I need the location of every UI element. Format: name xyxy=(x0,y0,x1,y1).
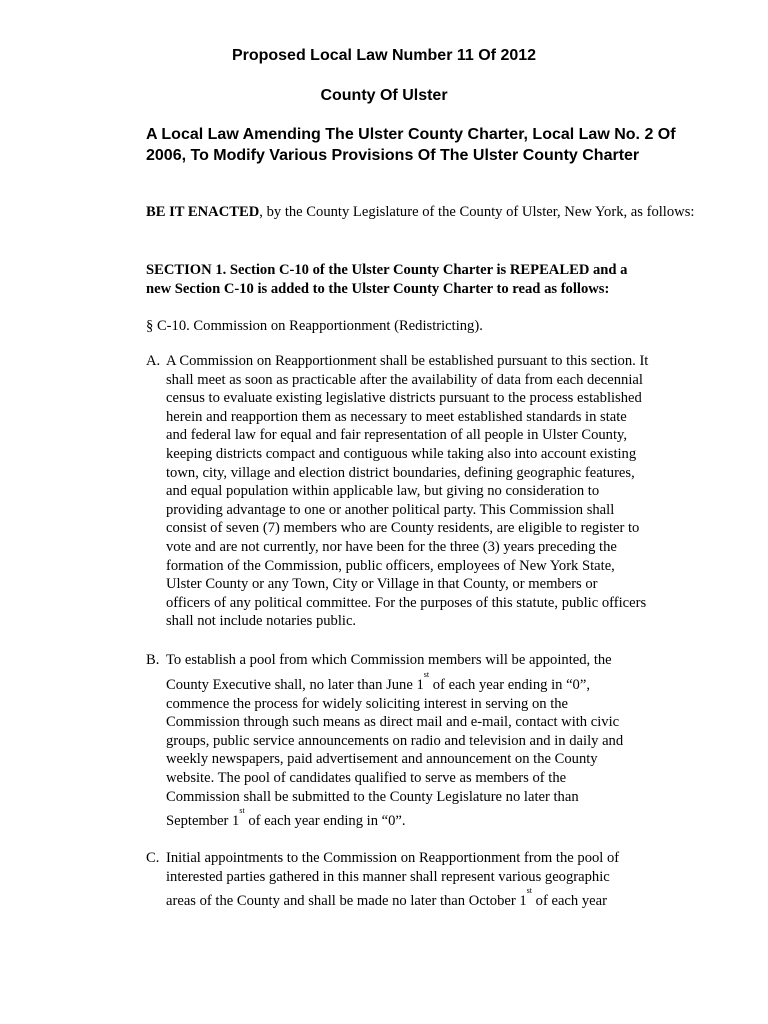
paragraph-a-line: formation of the Commission, public officers, employees of New York State, xyxy=(166,557,615,574)
paragraph-b-line: Commission shall be submitted to the County Legislature no later than xyxy=(166,788,579,805)
enactment-bold: BE IT ENACTED xyxy=(146,204,260,220)
paragraph-c-text: areas of the County and shall be made no later than October 1 xyxy=(166,893,527,910)
charter-section-heading: § C-10. Commission on Reapportionment (Redistricting). xyxy=(146,318,483,334)
paragraph-a-line: census to evaluate existing legislative districts pursuant to the process established xyxy=(166,390,642,407)
paragraph-a-line: herein and reapportion them as necessary to meet established standards in state xyxy=(166,408,627,425)
paragraph-b-line: commence the process for widely soliciting interest in serving on the xyxy=(166,695,569,712)
paragraph-a-line: town, city, village and election district boundaries, defining geographic features, xyxy=(166,464,635,481)
ordinal-superscript: st xyxy=(239,806,245,816)
paragraph-c-letter: C. xyxy=(146,850,160,866)
section-1-line-2: new Section C-10 is added to the Ulster County Charter to read as follows: xyxy=(146,280,610,297)
paragraph-c-line: Initial appointments to the Commission on Reapportionment from the pool of xyxy=(166,850,620,866)
paragraph-b-text: September 1 xyxy=(166,813,240,830)
paragraph-b-line: weekly newspapers, paid advertisement and announcement on the County xyxy=(166,751,598,768)
paragraph-a xyxy=(146,352,716,631)
paragraph-a-line: Ulster County or any Town, City or Village in that County, or members or xyxy=(166,576,598,593)
paragraph-a-line: vote and are not currently, nor have been for the three (3) years preceding the xyxy=(166,538,617,555)
paragraph-a-line: and equal population within applicable law, but giving no consideration to xyxy=(166,483,600,500)
paragraph-b xyxy=(146,651,716,831)
paragraph-a-line: shall meet as soon as practicable after the availability of data from each decennial xyxy=(166,371,643,388)
paragraph-c xyxy=(146,849,716,911)
county-heading: County Of Ulster xyxy=(320,87,448,104)
paragraph-a-letter: A. xyxy=(146,353,161,369)
paragraph-b-text: of each year ending in “0”, xyxy=(429,676,590,693)
paragraph-a-line: shall not include notaries public. xyxy=(166,613,357,630)
paragraph-a-line: A Commission on Reapportionment shall be established pursuant to this section. It xyxy=(166,353,649,369)
paragraph-b-text: of each year ending in “0”. xyxy=(244,813,406,830)
paragraph-b-line: To establish a pool from which Commission members will be appointed, the xyxy=(166,652,612,668)
paragraph-c-line xyxy=(166,886,736,911)
paragraph-a-line: and federal law for equal and fair representation of all people in Ulster County, xyxy=(166,427,628,444)
paragraph-b-line: Commission through such means as direct mail and e-mail, contact with civic xyxy=(166,714,620,731)
ordinal-superscript: st xyxy=(423,669,430,679)
paragraph-a-line: officers of any political committee. For the purposes of this statute, public officers xyxy=(166,594,647,611)
enactment-clause xyxy=(146,203,726,222)
paragraph-a-line: keeping districts compact and contiguous while taking also into account existing xyxy=(166,445,637,462)
document-title: Proposed Local Law Number 11 Of 2012 xyxy=(231,47,537,64)
paragraph-a-line: providing advantage to one or another political party. This Commission shall xyxy=(166,501,615,518)
paragraph-b-line xyxy=(166,670,736,695)
paragraph-b-line: groups, public service announcements on radio and television and in daily and xyxy=(166,732,624,749)
paragraph-b-letter: B. xyxy=(146,652,160,668)
paragraph-c-text: of each year xyxy=(532,893,607,910)
section-1-line-1: SECTION 1. Section C-10 of the Ulster County Charter is REPEALED and a xyxy=(146,262,628,278)
enactment-text: , by the County Legislature of the County of Ulster, New York, as follows: xyxy=(259,204,695,220)
law-subtitle: A Local Law Amending The Ulster County Charter, Local Law No. 2 Of 2006, To Modify Various Provisions Of The Ulster County Charter xyxy=(146,126,676,164)
paragraph-b-line xyxy=(166,806,736,831)
paragraph-b-text: County Executive shall, no later than June 1 xyxy=(166,676,424,693)
paragraph-a-line: consist of seven (7) members who are County residents, are eligible to register to xyxy=(166,520,640,537)
section-1-heading xyxy=(146,261,706,298)
paragraph-b-line: website. The pool of candidates qualified to serve as members of the xyxy=(166,769,567,786)
paragraph-c-line: interested parties gathered in this manner shall represent various geographic xyxy=(166,868,610,885)
ordinal-superscript: st xyxy=(526,886,533,896)
